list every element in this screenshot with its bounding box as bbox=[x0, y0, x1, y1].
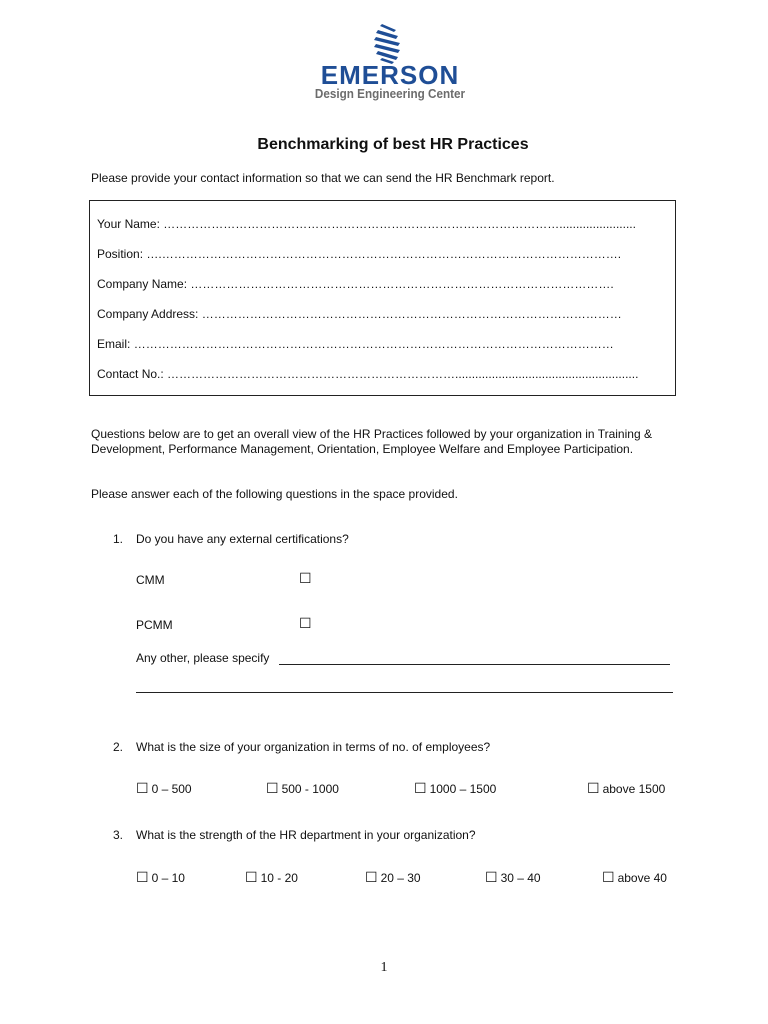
q1-option-pcmm-label: PCMM bbox=[136, 618, 173, 632]
position-field[interactable] bbox=[97, 247, 662, 261]
checkbox-icon[interactable]: ☐ bbox=[485, 869, 498, 885]
q3-option-3[interactable]: ☐ 20 – 30 bbox=[365, 869, 421, 885]
q2-option-2[interactable]: ☐ 500 - 1000 bbox=[266, 780, 339, 796]
page-title: Benchmarking of best HR Practices bbox=[257, 136, 529, 153]
field-dots: ………………………………………………………………....................................................... bbox=[167, 367, 639, 381]
q3-number: 3. bbox=[113, 828, 124, 842]
page-number: 1 bbox=[380, 960, 388, 975]
field-label: Company Address: bbox=[97, 307, 199, 321]
field-label: Your Name: bbox=[97, 217, 160, 231]
q3-option-1[interactable]: ☐ 0 – 10 bbox=[136, 869, 185, 885]
name-field[interactable] bbox=[97, 217, 662, 231]
logo-subtitle: Design Engineering Center bbox=[314, 86, 466, 101]
q2-option-4[interactable]: ☐ above 1500 bbox=[587, 780, 666, 796]
checkbox-icon[interactable]: ☐ bbox=[587, 780, 600, 796]
q1-other-input-line[interactable] bbox=[279, 664, 670, 665]
q3-text: What is the strength of the HR department in your organization? bbox=[136, 828, 476, 842]
q3-option-2[interactable]: ☐ 10 - 20 bbox=[245, 869, 298, 885]
contact-info-box bbox=[89, 200, 676, 396]
q2-option-1[interactable]: ☐ 0 – 500 bbox=[136, 780, 192, 796]
q3-option-4[interactable]: ☐ 30 – 40 bbox=[485, 869, 541, 885]
contact-number-field[interactable] bbox=[97, 367, 662, 381]
company-address-field[interactable] bbox=[97, 307, 662, 321]
q1-text: Do you have any external certifications? bbox=[136, 532, 349, 546]
overview-text: Questions below are to get an overall view of the HR Practices followed by your organization in Training & Development, Performance Management, Orientation, Employee Welfare and Employee Participation. bbox=[91, 427, 652, 456]
q2-number: 2. bbox=[113, 740, 124, 754]
field-dots: ………………………………………………………………………………………....................... bbox=[163, 217, 636, 231]
q2-option-3[interactable]: ☐ 1000 – 1500 bbox=[414, 780, 497, 796]
q1-other-input-line-2[interactable] bbox=[136, 692, 673, 693]
instruction-text: Please answer each of the following questions in the space provided. bbox=[91, 487, 458, 501]
checkbox-icon[interactable]: ☐ bbox=[245, 869, 258, 885]
field-dots: …………………………………………………………………………………………… bbox=[201, 307, 622, 321]
q2-text: What is the size of your organization in terms of no. of employees? bbox=[136, 740, 491, 754]
q3-option-5[interactable]: ☐ above 40 bbox=[602, 869, 667, 885]
q1-other-label: Any other, please specify bbox=[136, 651, 270, 665]
checkbox-icon[interactable]: ☐ bbox=[365, 869, 378, 885]
intro-text: Please provide your contact information so that we can send the HR Benchmark report. bbox=[91, 171, 555, 185]
company-name-field[interactable] bbox=[97, 277, 662, 291]
field-label: Contact No.: bbox=[97, 367, 164, 381]
checkbox-icon[interactable]: ☐ bbox=[602, 869, 615, 885]
q1-cmm-checkbox[interactable]: ☐ bbox=[299, 570, 312, 586]
field-label: Company Name: bbox=[97, 277, 188, 291]
email-field[interactable] bbox=[97, 337, 662, 351]
field-dots: ……………………………………………………………………………………………. bbox=[190, 277, 614, 291]
q1-option-cmm-label: CMM bbox=[136, 573, 165, 587]
field-dots: ………………………………………………………………………………………………………… bbox=[133, 337, 614, 351]
checkbox-icon[interactable]: ☐ bbox=[136, 780, 149, 796]
checkbox-icon[interactable]: ☐ bbox=[266, 780, 279, 796]
logo-wordmark: EMERSON bbox=[320, 60, 460, 90]
field-label: Email: bbox=[97, 337, 131, 351]
checkbox-icon[interactable]: ☐ bbox=[136, 869, 149, 885]
q1-number: 1. bbox=[113, 532, 124, 546]
field-dots: ….……………………………………………………………………………………………………. bbox=[146, 247, 622, 261]
checkbox-icon[interactable]: ☐ bbox=[414, 780, 427, 796]
q1-pcmm-checkbox[interactable]: ☐ bbox=[299, 615, 312, 631]
field-label: Position: bbox=[97, 247, 144, 261]
